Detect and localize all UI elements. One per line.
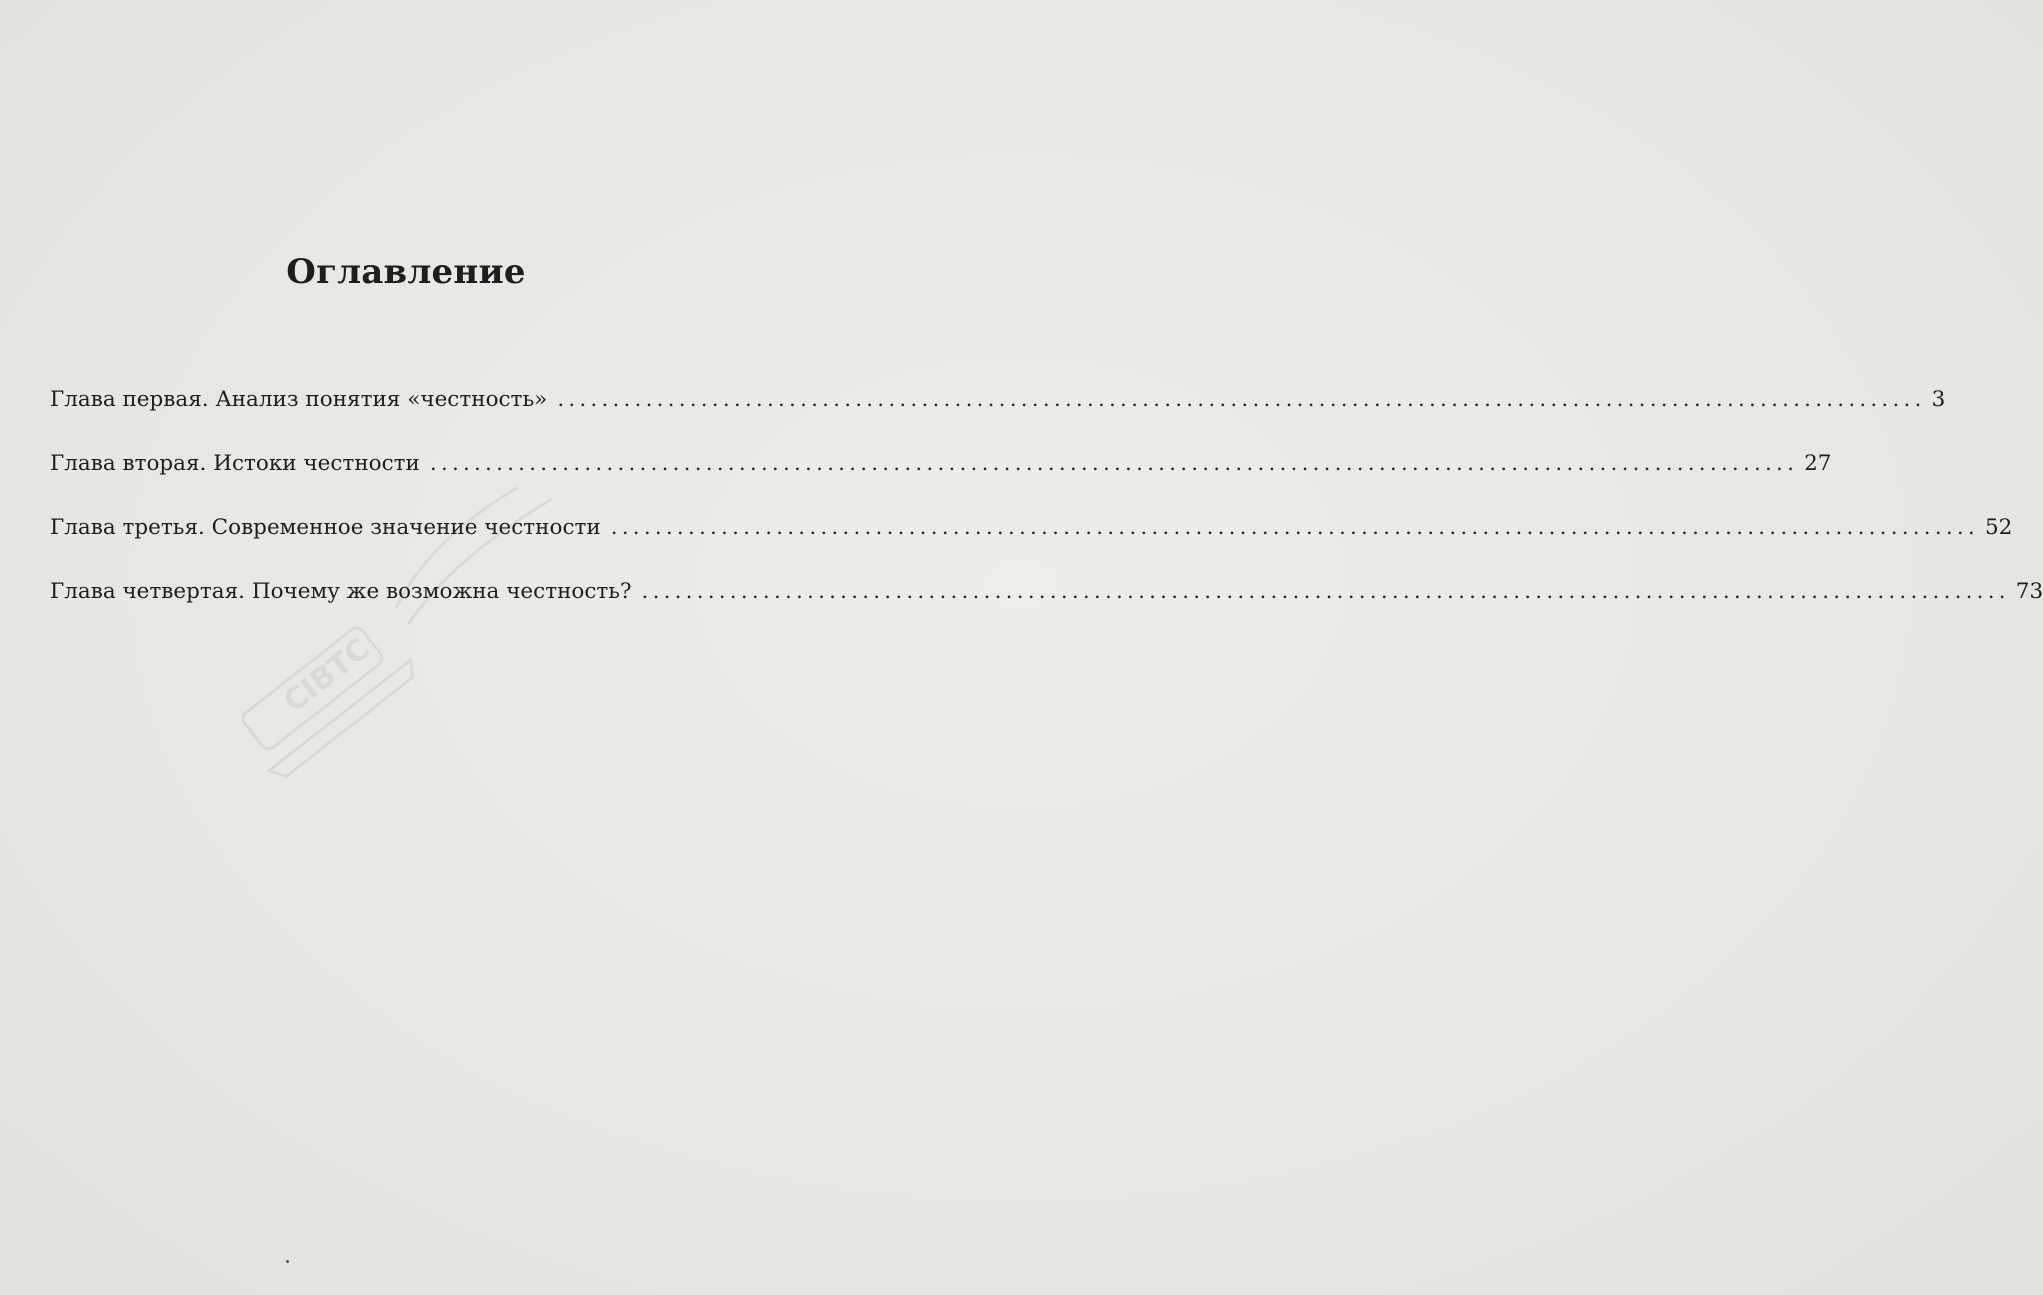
toc-entry-page-number: 27 xyxy=(1804,451,1832,476)
toc-entry-title: Глава вторая. Истоки честности xyxy=(50,451,420,476)
toc-entry-chapter-2[interactable] xyxy=(50,451,1832,515)
toc-entry-title: Глава третья. Современное значение честности xyxy=(50,515,601,540)
toc-entry-chapter-4[interactable] xyxy=(50,579,2043,643)
watermark-text: CIBTC xyxy=(277,631,377,720)
dot-leader: ............................................................................................................................ xyxy=(557,387,1926,412)
toc-entry-title: Глава первая. Анализ понятия «честность» xyxy=(50,387,548,412)
toc-entry-title: Глава четвертая. Почему же возможна честность? xyxy=(50,579,632,604)
toc-entry-chapter-1[interactable] xyxy=(50,387,1946,451)
toc-entry-page-number: 73 xyxy=(2015,579,2043,604)
toc-entry-page-number: 52 xyxy=(1984,515,2013,540)
page-title: Оглавление xyxy=(286,252,526,292)
toc-entry-chapter-3[interactable] xyxy=(50,515,2013,579)
toc-entry-page-number: 3 xyxy=(1931,387,1946,412)
paper-speck xyxy=(286,1260,289,1263)
dot-leader: ............................................................................................................................ xyxy=(610,515,1979,540)
table-of-contents xyxy=(50,387,2043,643)
dot-leader: ............................................................................................................................ xyxy=(641,579,2010,604)
dot-leader: ............................................................................................................................ xyxy=(429,451,1799,476)
